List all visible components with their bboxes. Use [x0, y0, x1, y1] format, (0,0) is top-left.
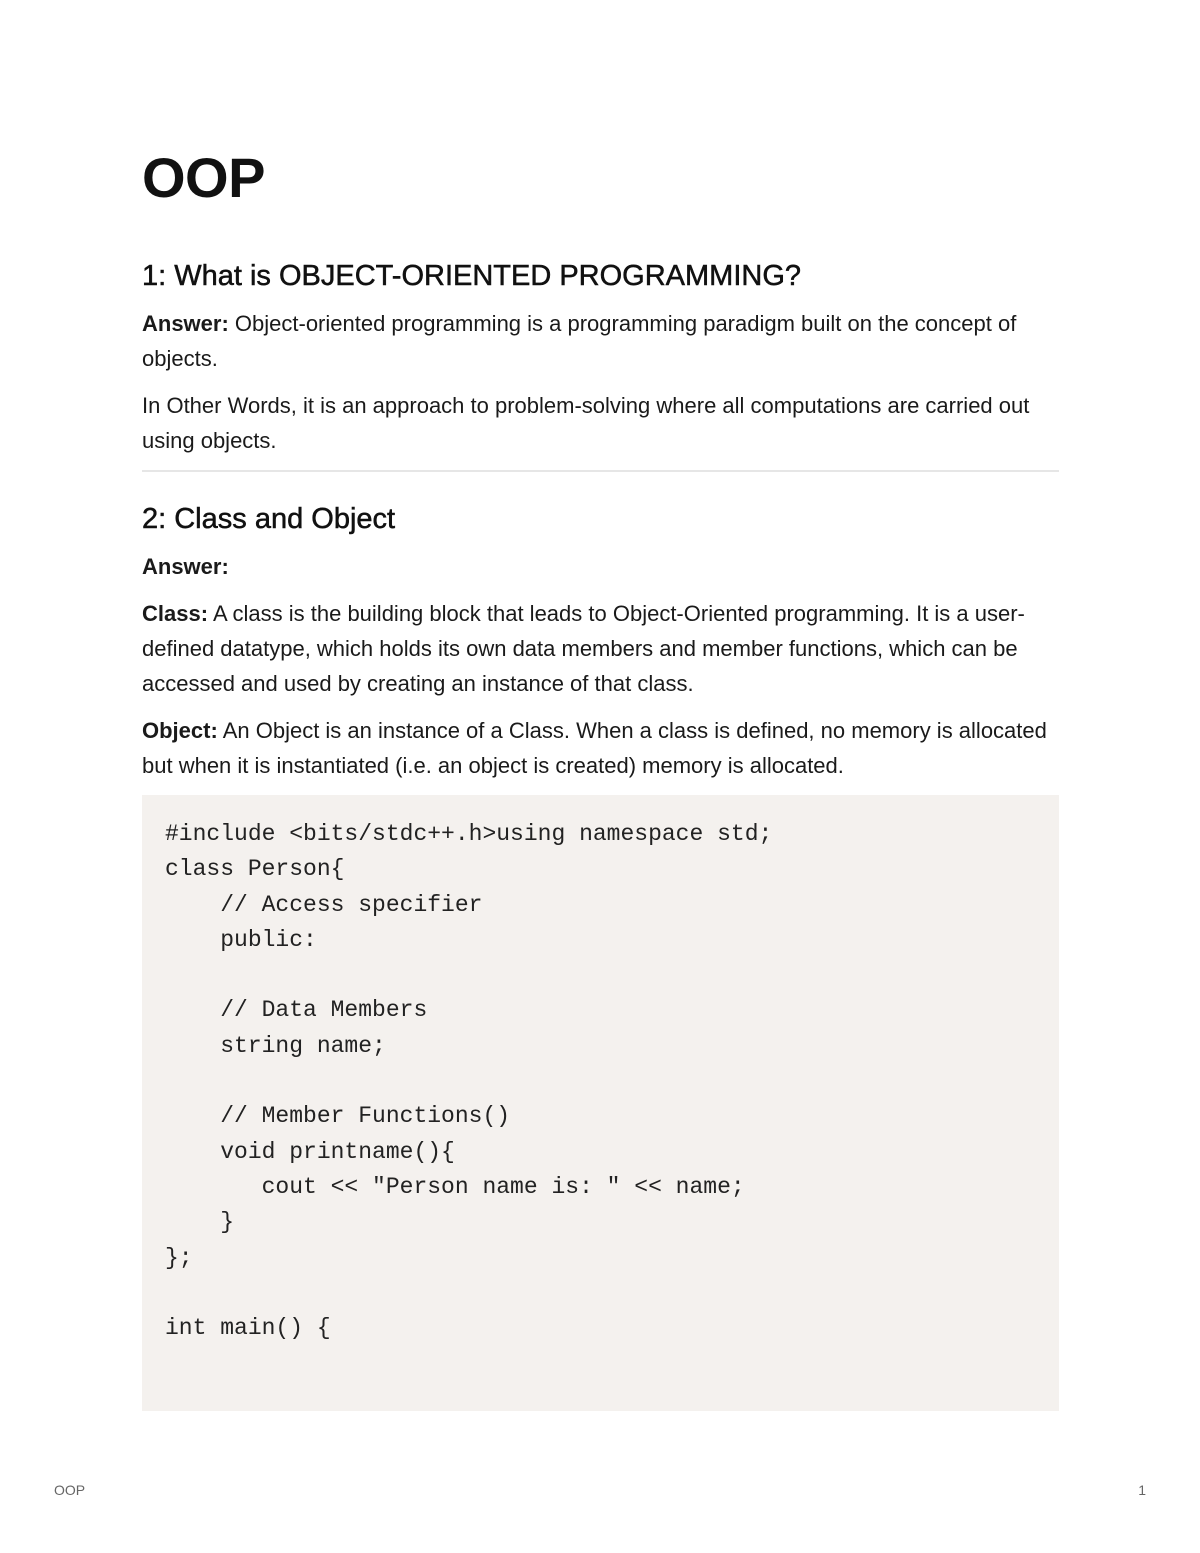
paragraph-text: A class is the building block that leads to Object-Oriented programming. It is a user-defined datatype, which holds its own data members and member functions, which can be accessed and used by creating an instance of that class. [142, 601, 1025, 696]
code-line: void printname(){ [165, 1138, 455, 1165]
code-line [165, 1276, 1059, 1311]
code-line: #include <bits/stdc++.h>using namespace std; [165, 821, 773, 847]
code-line: string name; [165, 1032, 386, 1059]
answer-paragraph [142, 306, 1059, 376]
document-title: OOP [142, 146, 265, 209]
section-heading: 1: What is OBJECT-ORIENTED PROGRAMMING? [142, 260, 802, 292]
code-line: // Member Functions() [165, 1103, 511, 1130]
paragraph-text: In Other Words, it is an approach to problem-solving where all computations are carried out using objects. [142, 393, 1030, 453]
code-line: public: [165, 926, 317, 953]
class-paragraph [142, 596, 1059, 701]
code-block[interactable] [142, 795, 1059, 1411]
code-line: int main() { [165, 1315, 331, 1342]
other-words-paragraph [142, 388, 1059, 458]
paragraph-text: An Object is an instance of a Class. When a class is defined, no memory is allocated but when it is instantiated (i.e. an object is created) memory is allocated. [142, 718, 1047, 778]
section-heading: 2: Class and Object [142, 503, 396, 535]
code-line [165, 958, 1059, 993]
section-class-and-object [142, 501, 1059, 783]
paragraph-text: Object-oriented programming is a programming paradigm built on the concept of objects. [142, 311, 1017, 371]
footer-doc-name: OOP [54, 1482, 86, 1498]
code-line: // Data Members [165, 997, 428, 1024]
answer-label-paragraph [142, 549, 1059, 584]
section-what-is-oop [142, 258, 1059, 458]
code-line: cout << "Person name is: " << name; [165, 1173, 745, 1200]
section-divider [142, 470, 1059, 472]
code-line [165, 1064, 1059, 1099]
paragraph-label: Answer: [142, 554, 229, 579]
paragraph-label: Class: [142, 601, 209, 626]
object-paragraph [142, 713, 1059, 783]
footer-page-number: 1 [1138, 1482, 1146, 1498]
code-line: class Person{ [165, 856, 345, 883]
code-line: // Access specifier [165, 891, 483, 918]
code-line: }; [165, 1244, 193, 1271]
code-line: } [165, 1209, 235, 1236]
paragraph-label: Object: [142, 718, 218, 743]
paragraph-label: Answer: [142, 311, 229, 336]
